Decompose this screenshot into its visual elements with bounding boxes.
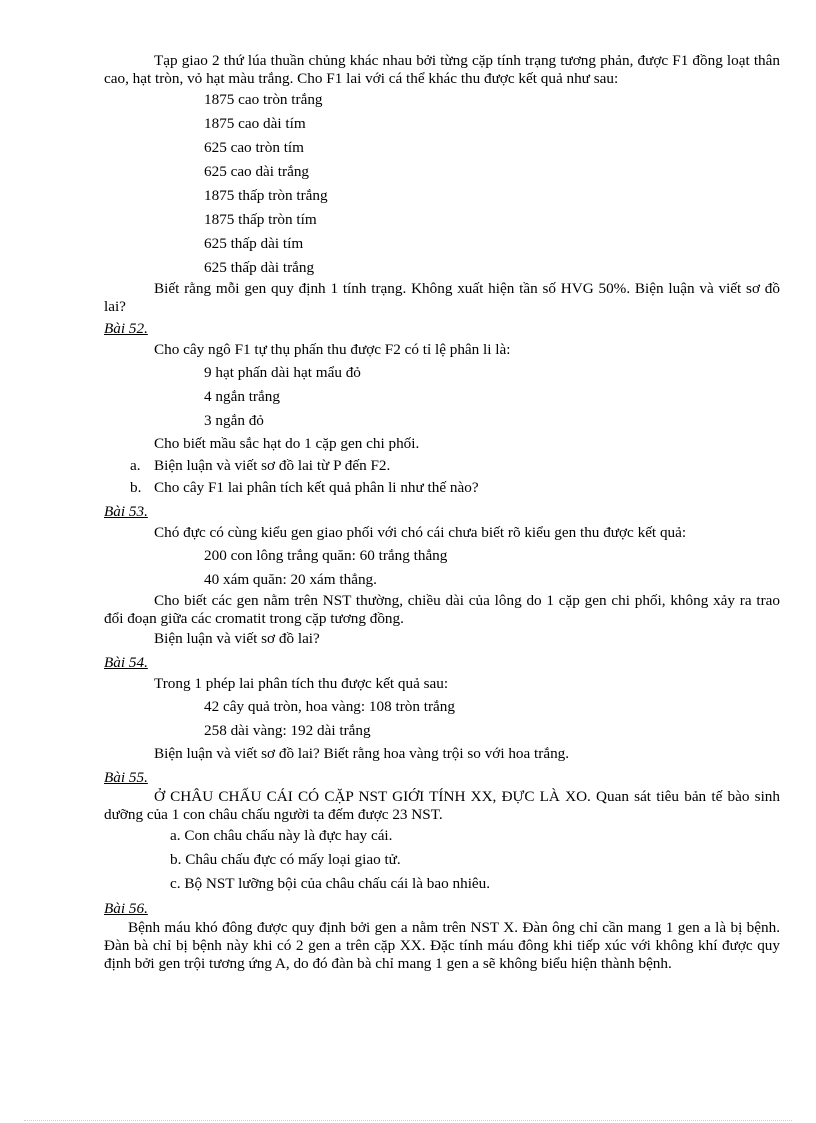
exercise-title-53: Bài 53. bbox=[104, 503, 148, 520]
result-line: 625 thấp dài trắng bbox=[204, 259, 315, 276]
intro-results bbox=[104, 88, 780, 280]
exercise-title-56: Bài 56. bbox=[104, 900, 148, 917]
result-line: 625 thấp dài tím bbox=[204, 235, 304, 252]
intro-text: Tạp giao 2 thứ lúa thuần chủng khác nhau bởi từng cặp tính trạng tương phản, được F1 đồng loạt thân cao, hạt tròn, vỏ hạt màu trắng. Cho F1 lai với cá thể khác thu được kết quả như sau: bbox=[104, 52, 780, 87]
question-text: Cho cây F1 lai phân tích kết quả phân li như thế nào? bbox=[154, 479, 479, 496]
option-line: a. Con châu chấu này là đực hay cái. bbox=[170, 827, 393, 844]
question-marker: b. bbox=[130, 479, 142, 496]
exercise-title-52: Bài 52. bbox=[104, 320, 148, 337]
result-line: 1875 thấp tròn trắng bbox=[204, 187, 328, 204]
exercise-lead: Cho cây ngô F1 tự thụ phấn thu được F2 có tỉ lệ phân li là: bbox=[154, 341, 511, 358]
page-content bbox=[104, 52, 780, 973]
exercise-title-55: Bài 55. bbox=[104, 769, 148, 786]
option-line: c. Bộ NST lưỡng bội của châu chấu cái là bao nhiêu. bbox=[170, 875, 491, 892]
result-line: 9 hạt phấn dài hạt mẩu đỏ bbox=[204, 364, 361, 381]
exercise-lead: Chó đực có cùng kiểu gen giao phối với chó cái chưa biết rõ kiểu gen thu được kết quả: bbox=[154, 524, 687, 541]
result-line: 3 ngắn đỏ bbox=[204, 412, 264, 429]
result-line: 1875 cao dài tím bbox=[204, 115, 306, 132]
exercise-title-54: Bài 54. bbox=[104, 654, 148, 671]
option-line: b. Châu chấu đực có mấy loại giao tử. bbox=[170, 851, 401, 868]
intro-note: Biết rằng mỗi gen quy định 1 tính trạng. Không xuất hiện tần số HVG 50%. Biện luận và viết sơ đồ lai? bbox=[104, 280, 780, 315]
question-item bbox=[104, 455, 780, 477]
result-line: 1875 thấp tròn tím bbox=[204, 211, 317, 228]
result-line: 625 cao tròn tím bbox=[204, 139, 304, 156]
result-line: 625 cao dài trắng bbox=[204, 163, 310, 180]
exercise-note: Cho biết mầu sắc hạt do 1 cặp gen chi phối. bbox=[154, 435, 420, 452]
exercise-lead: Ở CHÂU CHẤU CÁI CÓ CẶP NST GIỚI TÍNH XX, ĐỰC LÀ XO. Quan sát tiêu bản tế bào sinh dưỡng của 1 con châu chấu người ta đếm được 23 NST. bbox=[104, 788, 780, 823]
exercise-note: Cho biết các gen nằm trên NST thường, chiều dài của lông do 1 cặp gen chi phối, không xảy ra trao đổi đoạn giữa các cromatit trong cặp tương đồng. bbox=[104, 592, 780, 627]
exercise-lead: Trong 1 phép lai phân tích thu được kết quả sau: bbox=[154, 675, 449, 692]
result-line: 42 cây quả tròn, hoa vàng: 108 tròn trắng bbox=[204, 698, 455, 715]
page-bottom-divider bbox=[24, 1120, 792, 1121]
question-item bbox=[104, 477, 780, 499]
question-marker: a. bbox=[130, 457, 141, 474]
result-line: 4 ngắn trắng bbox=[204, 388, 280, 405]
exercise-text: Bệnh máu khó đông được quy định bởi gen a nằm trên NST X. Đàn ông chỉ cần mang 1 gen a là bị bệnh. Đàn bà chỉ bị bệnh này khi có 2 gen a trên cặp XX. Đặc tính máu đông khi tiếp xúc với không khí được quy định bởi gen trội tương ứng A, do đó đàn bà chỉ mang 1 gen a sẽ không biểu hiện thành bệnh. bbox=[104, 919, 780, 972]
question-text: Biện luận và viết sơ đồ lai từ P đến F2. bbox=[154, 457, 391, 474]
result-line: 258 dài vàng: 192 dài trắng bbox=[204, 722, 371, 739]
result-line: 40 xám quăn: 20 xám thẳng. bbox=[204, 571, 377, 588]
result-line: 1875 cao tròn trắng bbox=[204, 91, 323, 108]
exercise-question: Biện luận và viết sơ đồ lai? Biết rằng hoa vàng trội so với hoa trắng. bbox=[154, 745, 570, 762]
exercise-question: Biện luận và viết sơ đồ lai? bbox=[154, 630, 320, 647]
result-line: 200 con lông trắng quăn: 60 trắng thẳng bbox=[204, 547, 448, 564]
